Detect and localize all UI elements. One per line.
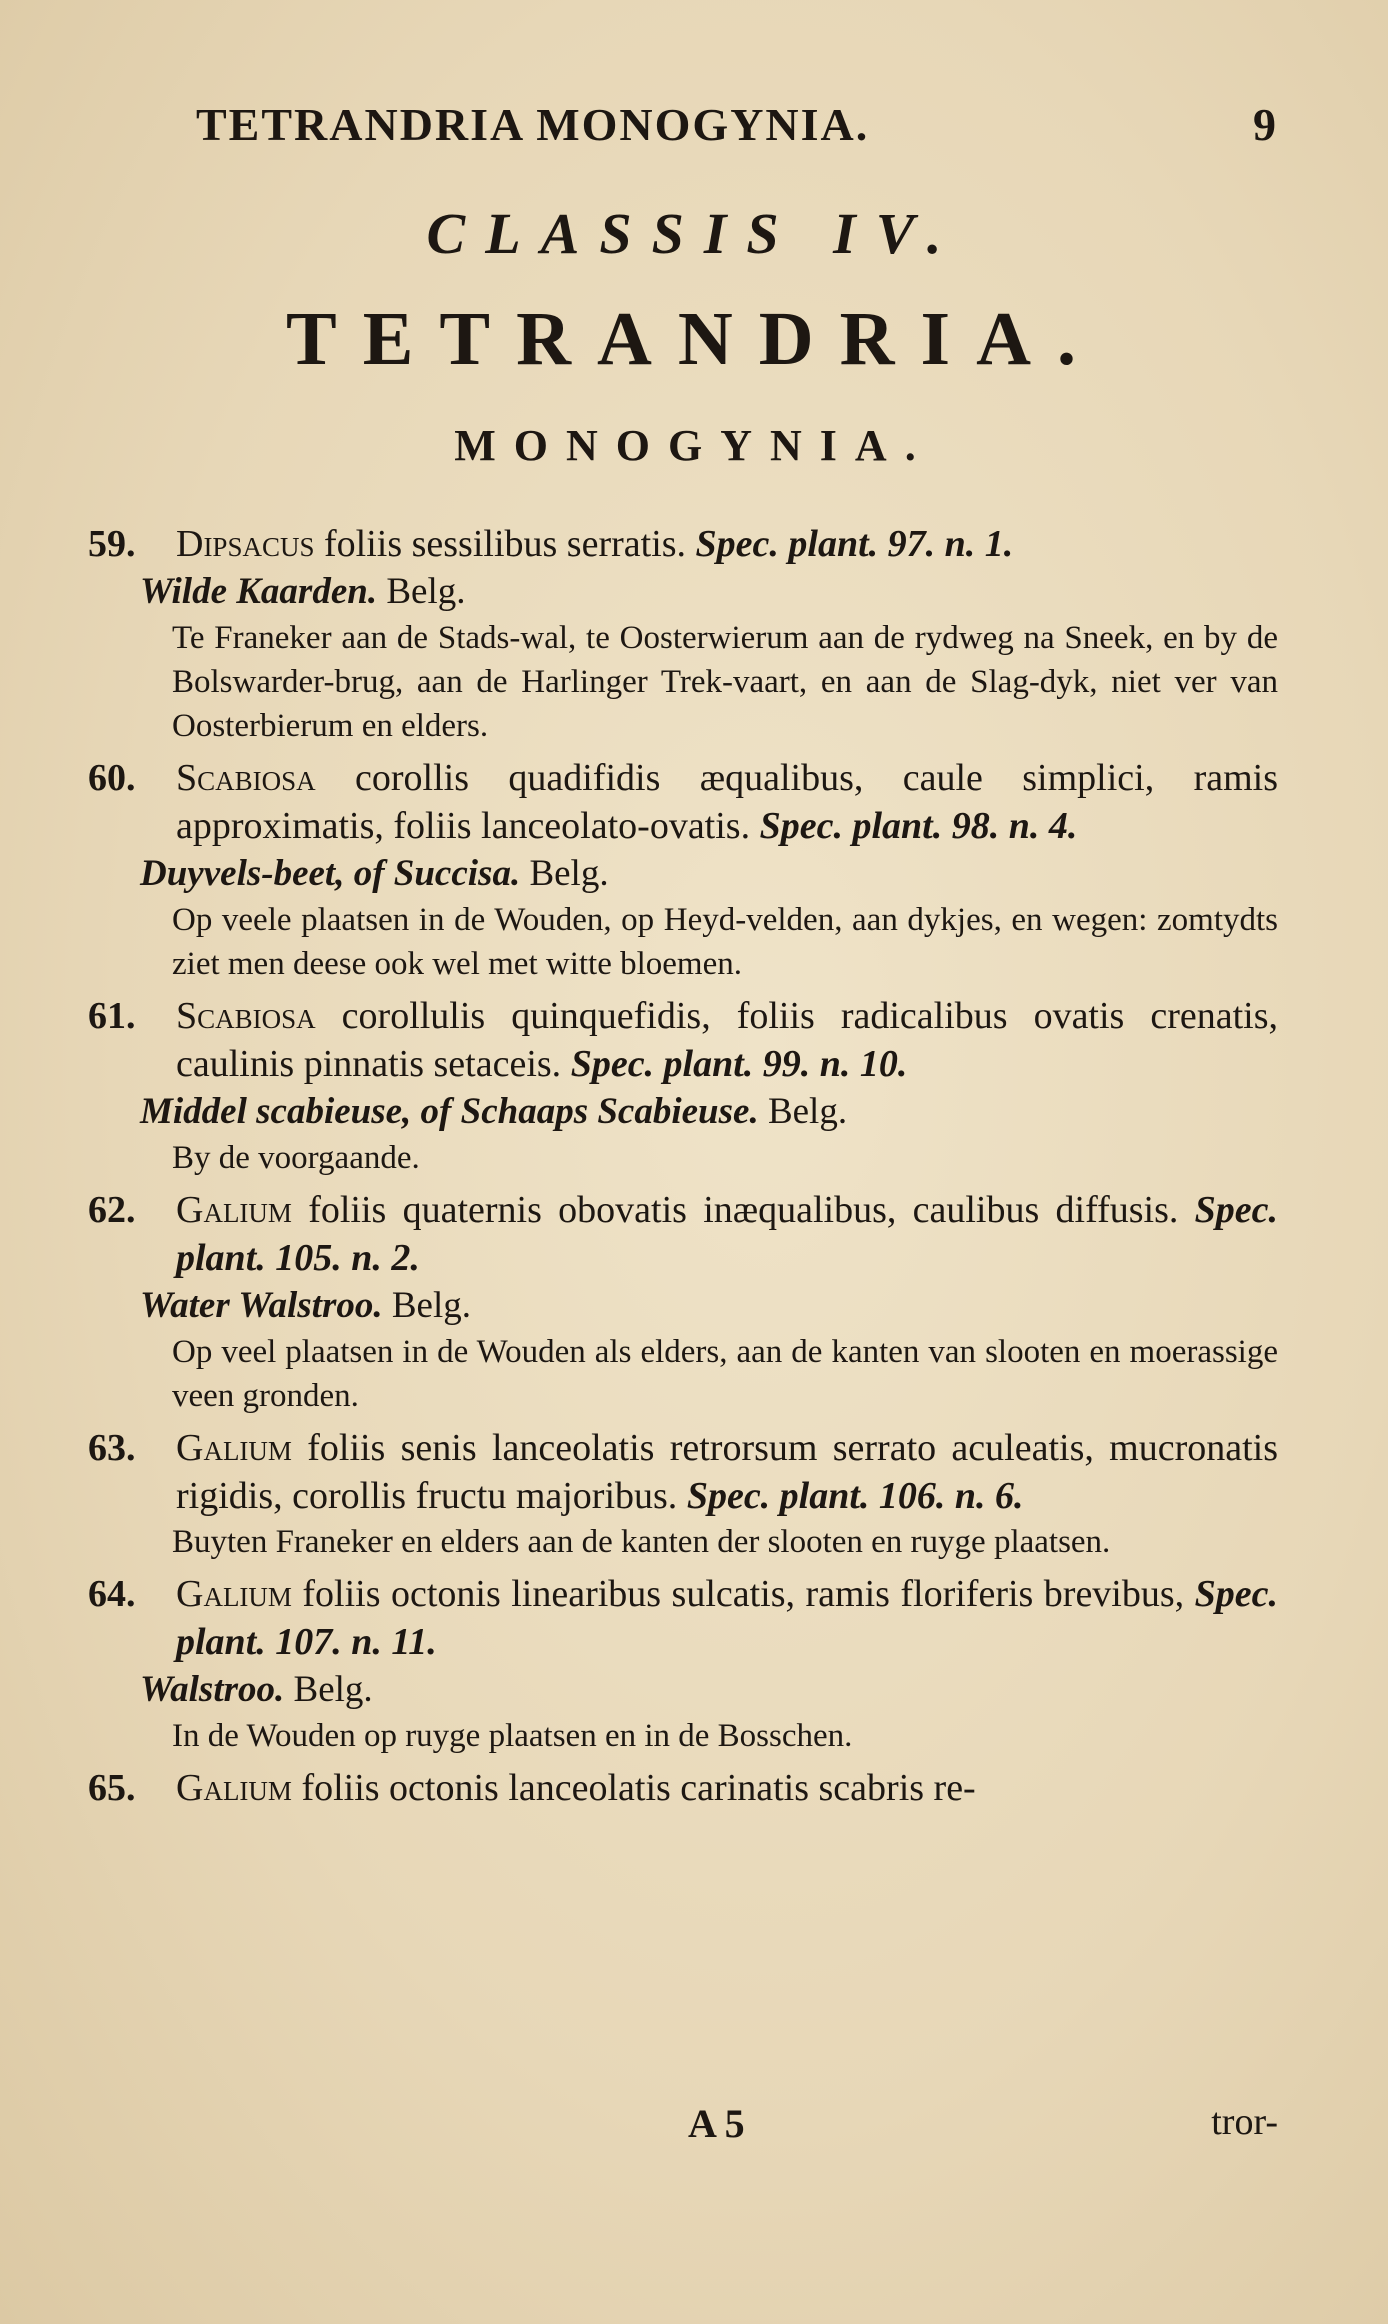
signature-mark: A 5 bbox=[688, 2101, 745, 2146]
species-plantarum-ref: Spec. plant. 97. n. 1. bbox=[695, 523, 1014, 565]
genus-name: Scabiosa bbox=[176, 757, 316, 799]
page-number: 9 bbox=[1253, 99, 1276, 150]
species-entry bbox=[88, 1764, 1278, 1812]
species-plantarum-ref: Spec. plant. 105. n. 2. bbox=[176, 1189, 1279, 1279]
species-plantarum-ref: Spec. plant. 106. n. 6. bbox=[686, 1475, 1024, 1517]
language-tag: Belg. bbox=[767, 1091, 848, 1132]
vernacular-line bbox=[88, 1666, 1278, 1714]
diagnosis-text: corollulis quinquefidis, foliis radicalibus ovatis crenatis, caulinis pinnatis setaceis. bbox=[176, 995, 1278, 1085]
species-entry bbox=[88, 1570, 1278, 1758]
diagnosis-text: corollis quadifidis æqualibus, caule simplici, ramis approximatis, foliis lanceolato-ovatis. bbox=[176, 757, 1278, 847]
entry-number: 63. bbox=[88, 1427, 136, 1469]
vernacular-line bbox=[88, 850, 1278, 898]
vernacular-line bbox=[88, 1088, 1278, 1136]
species-entries bbox=[88, 520, 1278, 1818]
habitat-text: Op veele plaatsen in de Wouden, op Heyd-velden, aan dykjes, en wegen: zomtydts ziet men deese ook wel met witte bloemen. bbox=[172, 902, 1278, 982]
entry-description bbox=[88, 992, 1278, 1088]
classis-heading: CLASSIS IV. bbox=[426, 201, 962, 266]
language-tag: Belg. bbox=[391, 1285, 471, 1326]
genus-name: Galium bbox=[176, 1767, 292, 1809]
species-plantarum-ref: Spec. plant. 98. n. 4. bbox=[759, 805, 1078, 847]
running-head: TETRANDRIA MONOGYNIA. bbox=[196, 99, 870, 150]
order-title: MONOGYNIA. bbox=[454, 421, 934, 470]
entry-description bbox=[88, 1764, 1278, 1812]
language-tag: Belg. bbox=[529, 853, 609, 894]
species-plantarum-ref: Spec. plant. 107. n. 11. bbox=[176, 1573, 1278, 1663]
diagnosis-text: foliis octonis lanceolatis carinatis scabris re- bbox=[301, 1767, 976, 1809]
language-tag: Belg. bbox=[386, 571, 466, 612]
species-entry bbox=[88, 520, 1278, 748]
genus-name: Scabiosa bbox=[176, 995, 316, 1037]
entry-number: 64. bbox=[88, 1573, 136, 1615]
entry-number: 62. bbox=[88, 1189, 136, 1231]
page-footer bbox=[88, 2100, 1278, 2160]
entry-description bbox=[88, 1570, 1278, 1666]
diagnosis-text: foliis octonis linearibus sulcatis, ramis floriferis brevibus, bbox=[302, 1573, 1185, 1615]
language-tag: Belg. bbox=[293, 1669, 373, 1710]
page-header bbox=[196, 98, 1276, 158]
species-entry bbox=[88, 992, 1278, 1180]
habitat-text: By de voorgaande. bbox=[172, 1140, 420, 1176]
vernacular-name: Duyvels-beet, of Succisa. bbox=[140, 853, 521, 894]
species-entry bbox=[88, 1186, 1278, 1418]
entry-number: 65. bbox=[88, 1767, 136, 1809]
genus-name: Dipsacus bbox=[176, 523, 315, 565]
entry-description bbox=[88, 1424, 1278, 1520]
habitat-text: Te Franeker aan de Stads-wal, te Oosterwierum aan de rydweg na Sneek, en by de Bolswarder-brug, aan de Harlinger Trek-vaart, en aan de Slag-dyk, niet ver van Oosterbierum en elders. bbox=[172, 620, 1278, 744]
entry-description bbox=[88, 520, 1278, 568]
habitat-text: Op veel plaatsen in de Wouden als elders, aan de kanten van slooten en moerassige veen gronden. bbox=[172, 1334, 1278, 1414]
catchword: tror- bbox=[1211, 2101, 1278, 2143]
vernacular-name: Water Walstroo. bbox=[140, 1285, 383, 1326]
vernacular-line bbox=[88, 1282, 1278, 1330]
entry-description bbox=[88, 754, 1278, 850]
genus-name: Galium bbox=[176, 1189, 292, 1231]
diagnosis-text: foliis quaternis obovatis inæqualibus, caulibus diffusis. bbox=[308, 1189, 1179, 1231]
entry-description bbox=[88, 1186, 1278, 1282]
entry-number: 59. bbox=[88, 523, 136, 565]
genus-name: Galium bbox=[176, 1573, 292, 1615]
entry-number: 61. bbox=[88, 995, 136, 1037]
habitat-text: In de Wouden op ruyge plaatsen en in de Bosschen. bbox=[172, 1718, 853, 1754]
habitat-text: Buyten Franeker en elders aan de kanten der slooten en ruyge plaatsen. bbox=[172, 1524, 1111, 1560]
diagnosis-text: foliis sessilibus serratis. bbox=[324, 523, 687, 565]
species-entry bbox=[88, 754, 1278, 986]
vernacular-line bbox=[88, 568, 1278, 616]
vernacular-name: Wilde Kaarden. bbox=[140, 571, 378, 612]
entry-number: 60. bbox=[88, 757, 136, 799]
class-title: TETRANDRIA. bbox=[286, 297, 1102, 381]
diagnosis-text: foliis senis lanceolatis retrorsum serrato aculeatis, mucronatis rigidis, corollis fructu majoribus. bbox=[176, 1427, 1278, 1517]
vernacular-name: Walstroo. bbox=[140, 1669, 285, 1710]
genus-name: Galium bbox=[176, 1427, 292, 1469]
species-entry bbox=[88, 1424, 1278, 1564]
vernacular-name: Middel scabieuse, of Schaaps Scabieuse. bbox=[140, 1091, 759, 1132]
species-plantarum-ref: Spec. plant. 99. n. 10. bbox=[570, 1043, 908, 1085]
